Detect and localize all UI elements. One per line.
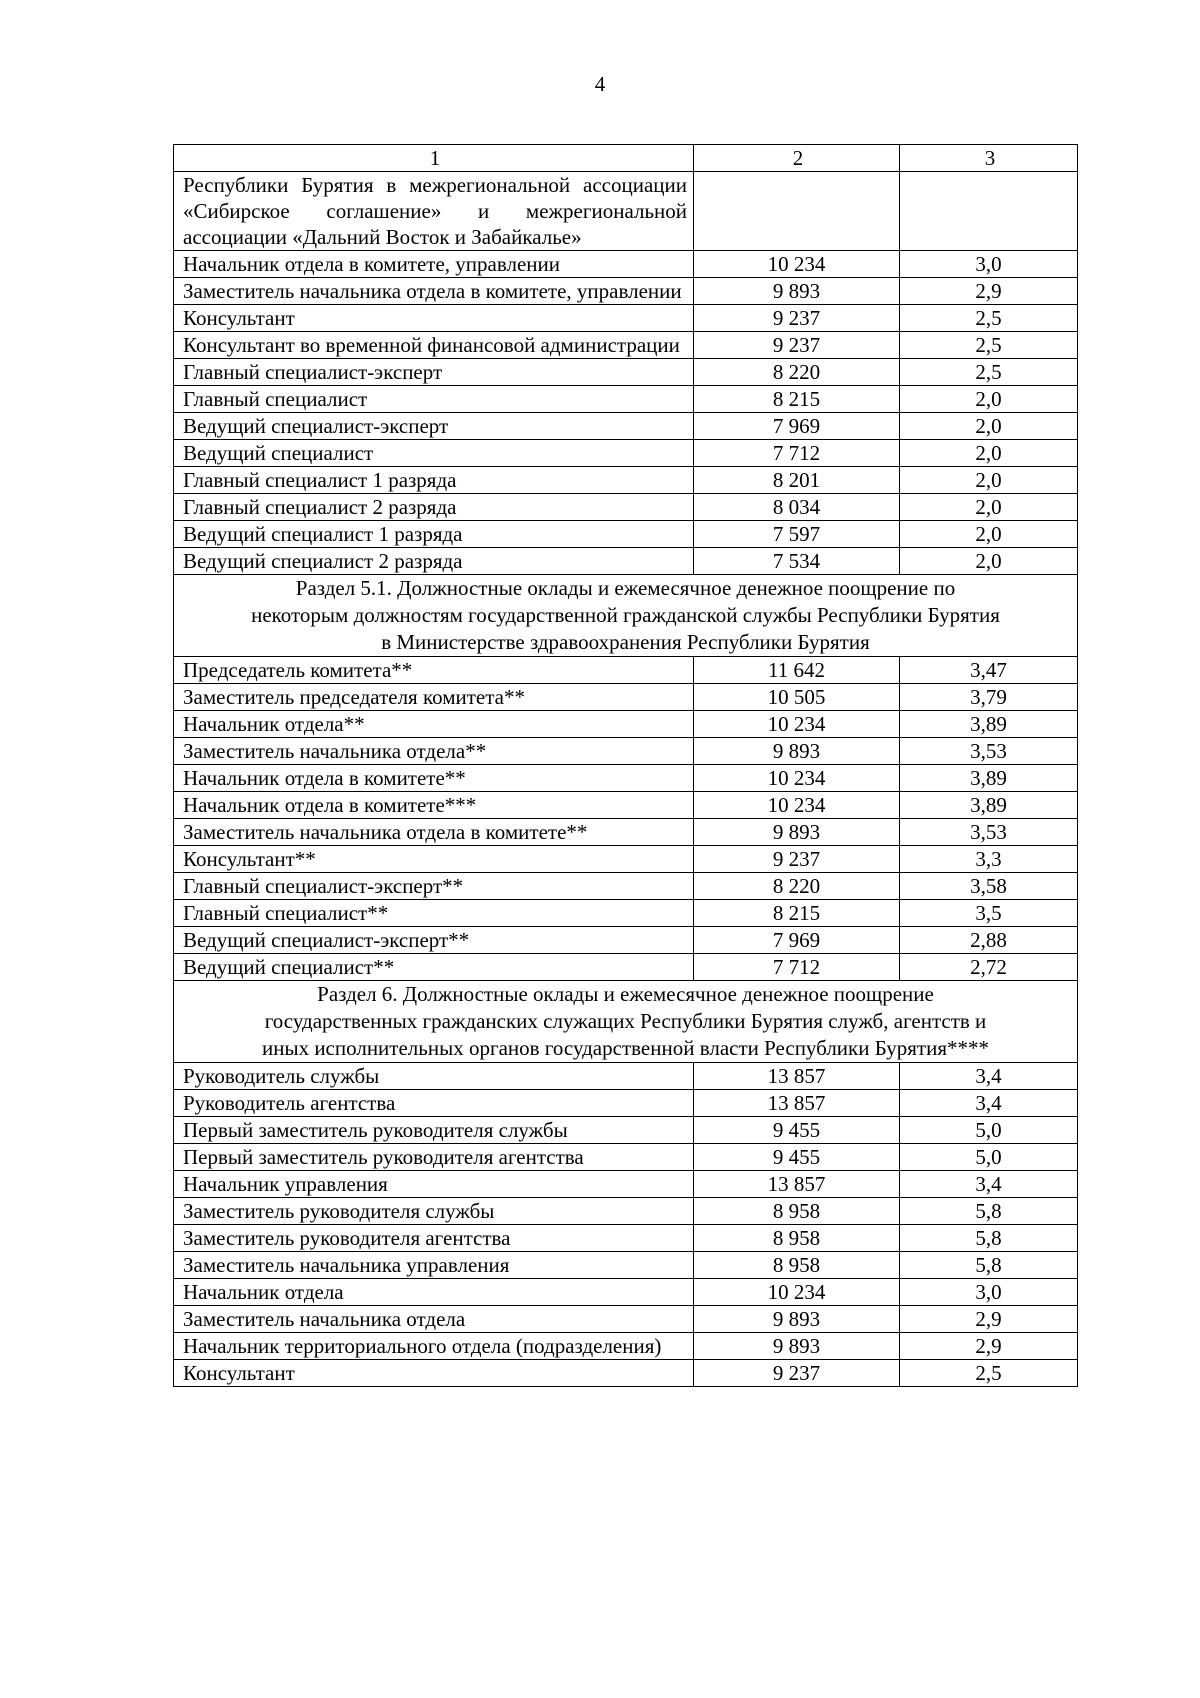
header-row [174, 145, 1078, 172]
position-name: Заместитель начальника отдела в комитете, управлении [174, 278, 694, 305]
salary-value: 10 234 [694, 711, 900, 738]
table-row [174, 954, 1078, 981]
salary-value: 13 857 [694, 1063, 900, 1090]
table-row [174, 251, 1078, 278]
table-row [174, 1360, 1078, 1387]
table-row [174, 684, 1078, 711]
table-row [174, 1333, 1078, 1360]
salary-value [694, 172, 900, 251]
position-name: Ведущий специалист-эксперт [174, 413, 694, 440]
position-name: Заместитель начальника отдела** [174, 738, 694, 765]
position-name: Консультант** [174, 846, 694, 873]
salary-value: 9 893 [694, 738, 900, 765]
salary-value: 8 958 [694, 1225, 900, 1252]
position-name: Начальник отдела [174, 1279, 694, 1306]
table-row [174, 494, 1078, 521]
position-name: Консультант [174, 305, 694, 332]
table-row [174, 846, 1078, 873]
coefficient-value: 2,0 [900, 521, 1078, 548]
salary-value: 8 220 [694, 359, 900, 386]
salary-value: 9 237 [694, 1360, 900, 1387]
table-row [174, 440, 1078, 467]
position-name: Первый заместитель руководителя агентства [174, 1144, 694, 1171]
coefficient-value: 2,5 [900, 305, 1078, 332]
position-name: Руководитель службы [174, 1063, 694, 1090]
table-row [174, 467, 1078, 494]
salary-value: 9 893 [694, 819, 900, 846]
table-row [174, 711, 1078, 738]
position-name: Начальник отдела в комитете** [174, 765, 694, 792]
section-5-1-line-3: в Министерстве здравоохранения Республики Бурятия [381, 630, 870, 654]
table-row [174, 1306, 1078, 1333]
salary-value: 7 534 [694, 548, 900, 575]
table-row [174, 927, 1078, 954]
header-cell-3: 3 [900, 145, 1078, 172]
salary-value: 10 234 [694, 765, 900, 792]
position-name: Главный специалист 2 разряда [174, 494, 694, 521]
coefficient-value: 2,0 [900, 386, 1078, 413]
coefficient-value: 2,88 [900, 927, 1078, 954]
coefficient-value: 2,72 [900, 954, 1078, 981]
coefficient-value: 3,47 [900, 657, 1078, 684]
table-row [174, 1171, 1078, 1198]
table-row [174, 172, 1078, 251]
salary-value: 11 642 [694, 657, 900, 684]
position-name: Начальник территориального отдела (подразделения) [174, 1333, 694, 1360]
position-name: Заместитель председателя комитета** [174, 684, 694, 711]
table-row [174, 332, 1078, 359]
coefficient-value: 3,4 [900, 1090, 1078, 1117]
position-name: Консультант [174, 1360, 694, 1387]
position-name: Заместитель начальника отдела в комитете** [174, 819, 694, 846]
table-row [174, 1198, 1078, 1225]
table-row [174, 413, 1078, 440]
salary-value: 9 237 [694, 332, 900, 359]
salary-value: 7 712 [694, 954, 900, 981]
salary-value: 9 455 [694, 1117, 900, 1144]
coefficient-value: 3,79 [900, 684, 1078, 711]
salary-value: 9 893 [694, 1306, 900, 1333]
table-row [174, 305, 1078, 332]
coefficient-value: 2,0 [900, 548, 1078, 575]
position-name: Начальник управления [174, 1171, 694, 1198]
salary-value: 8 201 [694, 467, 900, 494]
table-row [174, 657, 1078, 684]
coefficient-value: 5,8 [900, 1198, 1078, 1225]
salary-value: 10 234 [694, 251, 900, 278]
position-name: Консультант во временной финансовой администрации [174, 332, 694, 359]
table-row [174, 1279, 1078, 1306]
salary-table [173, 144, 1078, 1387]
position-name: Ведущий специалист [174, 440, 694, 467]
salary-value: 9 893 [694, 278, 900, 305]
coefficient-value: 2,0 [900, 440, 1078, 467]
table-row [174, 819, 1078, 846]
position-name: Главный специалист-эксперт** [174, 873, 694, 900]
position-name: Заместитель руководителя службы [174, 1198, 694, 1225]
position-name: Ведущий специалист 1 разряда [174, 521, 694, 548]
position-name: Начальник отдела в комитете*** [174, 792, 694, 819]
coefficient-value: 5,8 [900, 1225, 1078, 1252]
coefficient-value: 2,0 [900, 413, 1078, 440]
salary-value: 7 712 [694, 440, 900, 467]
salary-value: 8 215 [694, 386, 900, 413]
position-name: Заместитель начальника управления [174, 1252, 694, 1279]
position-name: Ведущий специалист-эксперт** [174, 927, 694, 954]
salary-value: 9 237 [694, 846, 900, 873]
position-name: Заместитель руководителя агентства [174, 1225, 694, 1252]
position-name: Республики Бурятия в межрегиональной ассоциации «Сибирское соглашение» и межрегиональной ассоциации «Дальний Восток и Забайкалье» [174, 172, 694, 251]
coefficient-value: 5,8 [900, 1252, 1078, 1279]
salary-value: 8 958 [694, 1198, 900, 1225]
coefficient-value: 3,89 [900, 711, 1078, 738]
table-row [174, 765, 1078, 792]
coefficient-value: 3,4 [900, 1171, 1078, 1198]
page-number: 4 [594, 72, 606, 96]
position-name: Главный специалист [174, 386, 694, 413]
salary-value: 8 034 [694, 494, 900, 521]
table-row [174, 1225, 1078, 1252]
coefficient-value: 2,0 [900, 494, 1078, 521]
table-row [174, 359, 1078, 386]
salary-value: 8 958 [694, 1252, 900, 1279]
coefficient-value: 3,4 [900, 1063, 1078, 1090]
coefficient-value: 2,5 [900, 332, 1078, 359]
table-row [174, 738, 1078, 765]
table-row [174, 1090, 1078, 1117]
position-name: Начальник отдела** [174, 711, 694, 738]
coefficient-value: 2,5 [900, 359, 1078, 386]
position-name: Главный специалист-эксперт [174, 359, 694, 386]
coefficient-value: 3,53 [900, 738, 1078, 765]
position-name: Первый заместитель руководителя службы [174, 1117, 694, 1144]
table-row [174, 521, 1078, 548]
coefficient-value: 3,58 [900, 873, 1078, 900]
position-name: Начальник отдела в комитете, управлении [174, 251, 694, 278]
salary-value: 10 234 [694, 1279, 900, 1306]
position-name: Ведущий специалист 2 разряда [174, 548, 694, 575]
coefficient-value: 3,53 [900, 819, 1078, 846]
coefficient-value: 3,89 [900, 765, 1078, 792]
section-5-1-line-2: некоторым должностям государственной гражданской службы Республики Бурятия [251, 603, 1000, 627]
salary-value: 7 969 [694, 413, 900, 440]
section-6-line-2: государственных гражданских служащих Республики Бурятия служб, агентств и [264, 1009, 987, 1033]
salary-value: 8 215 [694, 900, 900, 927]
table-row [174, 900, 1078, 927]
salary-value: 7 597 [694, 521, 900, 548]
table-row [174, 873, 1078, 900]
salary-value: 7 969 [694, 927, 900, 954]
section-5-1-heading [174, 575, 1078, 657]
coefficient-value: 2,9 [900, 1306, 1078, 1333]
section-5-1-row [174, 575, 1078, 657]
coefficient-value: 5,0 [900, 1117, 1078, 1144]
table-row [174, 1252, 1078, 1279]
position-name: Ведущий специалист** [174, 954, 694, 981]
position-name: Заместитель начальника отдела [174, 1306, 694, 1333]
coefficient-value: 3,0 [900, 251, 1078, 278]
table-row [174, 548, 1078, 575]
coefficient-value: 3,0 [900, 1279, 1078, 1306]
section-6-line-3: иных исполнительных органов государственной власти Республики Бурятия**** [261, 1036, 989, 1060]
coefficient-value: 3,3 [900, 846, 1078, 873]
coefficient-value: 2,9 [900, 1333, 1078, 1360]
salary-value: 10 505 [694, 684, 900, 711]
table-row [174, 386, 1078, 413]
salary-value: 10 234 [694, 792, 900, 819]
salary-value: 13 857 [694, 1171, 900, 1198]
salary-value: 9 237 [694, 305, 900, 332]
header-cell-1: 1 [174, 145, 694, 172]
table-row [174, 278, 1078, 305]
coefficient-value [900, 172, 1078, 251]
salary-value: 9 455 [694, 1144, 900, 1171]
header-cell-2: 2 [694, 145, 900, 172]
table-row [174, 1144, 1078, 1171]
coefficient-value: 2,5 [900, 1360, 1078, 1387]
table-row [174, 1117, 1078, 1144]
position-name: Руководитель агентства [174, 1090, 694, 1117]
section-5-1-line-1: Раздел 5.1. Должностные оклады и ежемесячное денежное поощрение по [295, 576, 956, 600]
position-name: Главный специалист** [174, 900, 694, 927]
position-name: Главный специалист 1 разряда [174, 467, 694, 494]
coefficient-value: 2,9 [900, 278, 1078, 305]
section-6-heading [174, 981, 1078, 1063]
salary-value: 9 893 [694, 1333, 900, 1360]
table-row [174, 792, 1078, 819]
coefficient-value: 5,0 [900, 1144, 1078, 1171]
section-6-line-1: Раздел 6. Должностные оклады и ежемесячное денежное поощрение [317, 982, 934, 1006]
salary-value: 8 220 [694, 873, 900, 900]
salary-value: 13 857 [694, 1090, 900, 1117]
section-6-row [174, 981, 1078, 1063]
coefficient-value: 3,89 [900, 792, 1078, 819]
position-name: Председатель комитета** [174, 657, 694, 684]
table-row [174, 1063, 1078, 1090]
coefficient-value: 3,5 [900, 900, 1078, 927]
coefficient-value: 2,0 [900, 467, 1078, 494]
